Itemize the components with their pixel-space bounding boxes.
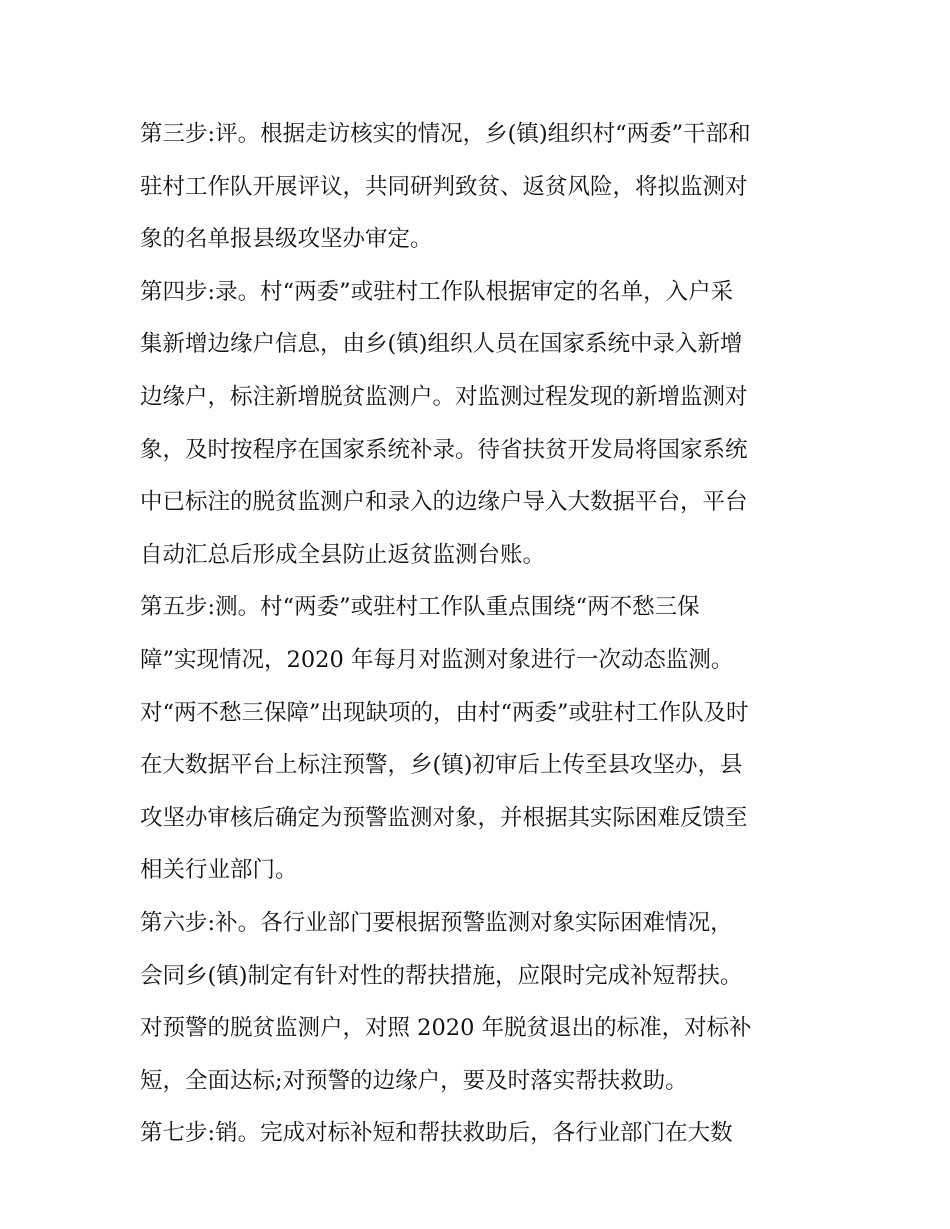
text-line: 第七步:销。完成对标补短和帮扶救助后，各行业部门在大数: [140, 1120, 733, 1147]
text-line: 第六步:补。各行业部门要根据预警监测对象实际困难情况，: [140, 909, 733, 936]
document-body: [140, 108, 830, 1160]
text-line: 会同乡(镇)制定有针对性的帮扶措施，应限时完成补短帮扶。: [140, 962, 743, 989]
text-line: 自动汇总后形成全县防止返贫监测台账。: [140, 541, 546, 568]
text-line: 象，及时按程序在国家系统补录。待省扶贫开发局将国家系统: [140, 436, 748, 463]
text-line: 相关行业部门。: [140, 857, 298, 884]
text-line: 集新增边缘户信息，由乡(镇)组织人员在国家系统中录入新增: [140, 331, 743, 358]
text-line: 中已标注的脱贫监测户和录入的边缘户导入大数据平台，平台: [140, 489, 748, 516]
text-line: 第五步:测。村“两委”或驻村工作队重点围绕“两不愁三保: [140, 594, 700, 621]
text-line: 对预警的脱贫监测户，对照 2020 年脱贫退出的标准，对标补: [140, 1015, 752, 1042]
text-line: 对“两不愁三保障”出现缺项的，由村“两委”或驻村工作队及时: [140, 699, 749, 726]
text-line: 第三步:评。根据走访核实的情况，乡(镇)组织村“两委”干部和: [140, 121, 751, 147]
text-line: 在大数据平台上标注预警，乡(镇)初审后上传至县攻坚办，县: [140, 752, 743, 779]
text-line: 象的名单报县级攻坚办审定。: [140, 226, 433, 253]
text-line: 第四步:录。村“两委”或驻村工作队根据审定的名单，入户采: [140, 278, 734, 305]
text-line: 边缘户，标注新增脱贫监测户。对监测过程发现的新增监测对: [140, 383, 748, 410]
text-line: 驻村工作队开展评议，共同研判致贫、返贫风险，将拟监测对: [140, 173, 748, 200]
text-line: 短，全面达标;对预警的边缘户，要及时落实帮扶救助。: [140, 1067, 688, 1094]
text-line: 攻坚办审核后确定为预警监测对象，并根据其实际困难反馈至: [140, 804, 748, 831]
text-line: 障”实现情况，2020 年每月对监测对象进行一次动态监测。: [140, 646, 734, 673]
